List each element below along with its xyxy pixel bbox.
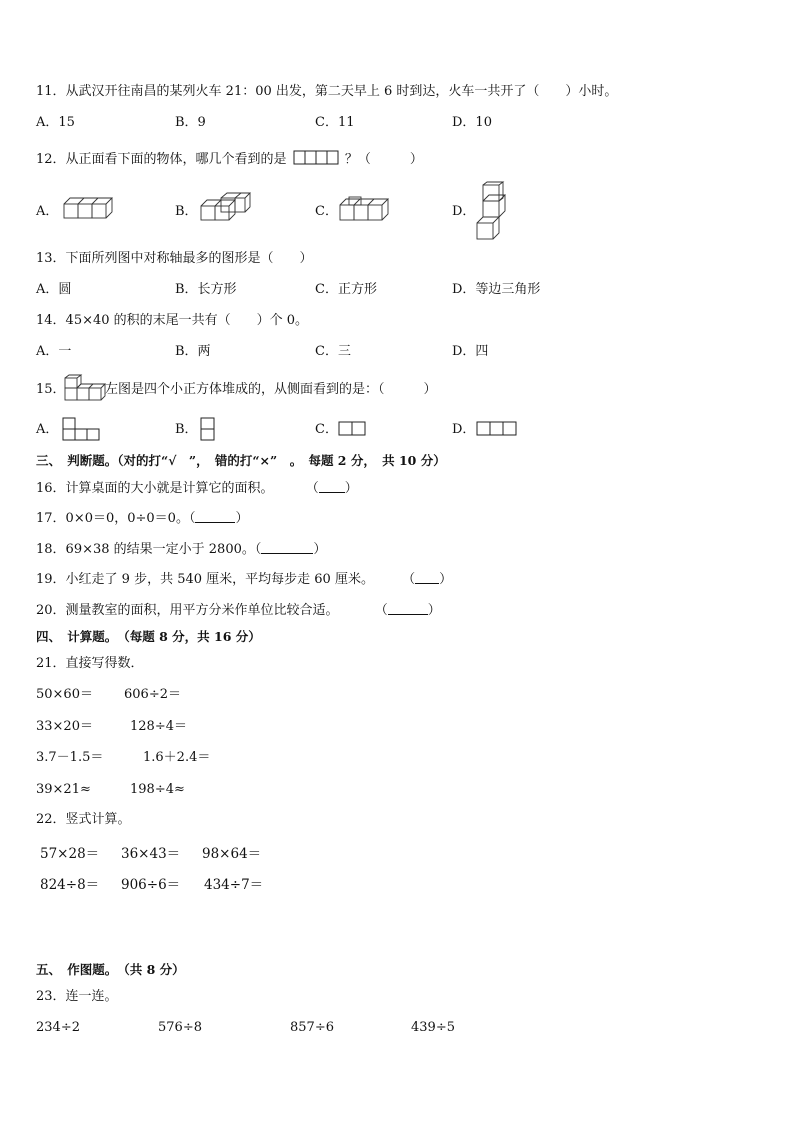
- calc-21-2b: 128÷4＝: [130, 719, 187, 734]
- paren-open: （: [254, 542, 262, 557]
- q13-option-b[interactable]: B．长方形: [175, 282, 237, 297]
- calc-21-2a: 33×20＝: [36, 719, 93, 734]
- judge-17-text: 17．0×0＝0，0÷0＝0。: [36, 511, 189, 526]
- question-23-stem: 23．连一连。: [36, 989, 118, 1004]
- calc-22-2c: 434÷7＝: [204, 877, 264, 893]
- judge-17-answer[interactable]: [189, 511, 249, 526]
- judge-item-17: [36, 510, 249, 528]
- connect-item-2[interactable]: 576÷8: [158, 1020, 202, 1035]
- connect-item-3[interactable]: 857÷6: [290, 1020, 334, 1035]
- q12-option-b[interactable]: B．: [175, 204, 198, 219]
- q15-option-a[interactable]: A．: [36, 422, 59, 437]
- q11-option-b[interactable]: B．9: [175, 115, 206, 130]
- q12-option-d[interactable]: D．: [452, 204, 476, 219]
- calc-21-4a: 39×21≈: [36, 782, 91, 797]
- calc-21-4b: 198÷4≈: [130, 782, 185, 797]
- judge-16-answer[interactable]: [306, 481, 358, 496]
- judge-18-answer[interactable]: [255, 542, 327, 557]
- connect-item-4[interactable]: 439÷5: [411, 1020, 455, 1035]
- view-shape-d-icon: [476, 421, 518, 437]
- paren-open: （: [305, 481, 319, 496]
- q11-option-d[interactable]: D．10: [452, 115, 492, 130]
- judge-item-20: [36, 602, 441, 620]
- q11-option-c[interactable]: C．11: [315, 115, 355, 130]
- paren-close: ）: [313, 542, 327, 557]
- q14-option-b[interactable]: B．两: [175, 344, 211, 359]
- view-shape-b-icon: [200, 416, 216, 442]
- judge-item-18: [36, 541, 326, 559]
- cube-stack-c-figure: [339, 196, 389, 224]
- paren-close: ）: [344, 481, 358, 496]
- judge-20-text: 20．测量教室的面积，用平方分米作单位比较合适。: [36, 603, 339, 618]
- q13-option-d[interactable]: D．等边三角形: [452, 282, 541, 297]
- view-shape-a-icon: [62, 416, 100, 442]
- judge-item-16: [36, 480, 358, 498]
- q14-option-a[interactable]: A．一: [36, 344, 72, 359]
- judge-item-19: [36, 571, 452, 589]
- q11-option-a[interactable]: A．15: [36, 115, 75, 130]
- section-4-heading: 四、 计算题。 （每题 8 分，共 16 分）: [36, 629, 261, 644]
- answer-blank[interactable]: [195, 510, 235, 523]
- question-15-stem: 左图是四个小正方体堆成的，从侧面看到的是：（ ）: [105, 382, 437, 397]
- q13-option-a[interactable]: A．圆: [36, 282, 72, 297]
- four-squares-row-figure: [293, 150, 339, 166]
- answer-blank[interactable]: [388, 602, 428, 615]
- q15-option-c[interactable]: C．: [315, 422, 338, 437]
- question-22-stem: 22．竖式计算。: [36, 812, 131, 827]
- judge-19-text: 19．小红走了 9 步，共 540 厘米，平均每步走 60 厘米。: [36, 572, 374, 587]
- section-5-heading: 五、 作图题。 （共 8 分）: [36, 962, 185, 977]
- q12-option-a[interactable]: A．: [36, 204, 59, 219]
- calc-22-1b: 36×43＝: [121, 846, 181, 862]
- question-11-stem: 11．从武汉开往南昌的某列火车 21：00 出发，第二天早上 6 时到达，火车一共开了（ ）小时。: [36, 84, 618, 99]
- question-12-stem: [36, 150, 423, 169]
- calc-22-1a: 57×28＝: [40, 846, 100, 862]
- q14-option-c[interactable]: C．三: [315, 344, 351, 359]
- cube-stack-a-figure: [63, 196, 119, 222]
- judge-16-text: 16．计算桌面的大小就是计算它的面积。: [36, 481, 274, 496]
- cube-stack-b-figure: [200, 192, 252, 224]
- calc-22-2b: 906÷6＝: [121, 877, 181, 893]
- q15-option-d[interactable]: D．: [452, 422, 476, 437]
- q12-stem-before: 12．从正面看下面的物体，哪几个看到的是: [36, 152, 287, 167]
- judge-20-answer[interactable]: [375, 603, 441, 618]
- calc-21-3a: 3.7－1.5＝: [36, 750, 104, 765]
- view-shape-c-icon: [338, 421, 368, 437]
- answer-blank[interactable]: [261, 541, 313, 554]
- paren-open: （: [374, 603, 388, 618]
- question-15-number: 15．: [36, 382, 66, 397]
- calc-22-2a: 824÷8＝: [40, 877, 100, 893]
- q14-option-d[interactable]: D．四: [452, 344, 489, 359]
- calc-21-3b: 1.6＋2.4＝: [143, 750, 211, 765]
- judge-19-answer[interactable]: [402, 572, 452, 587]
- paren-close: ）: [439, 572, 453, 587]
- answer-blank[interactable]: [319, 480, 345, 493]
- answer-blank[interactable]: [415, 571, 439, 584]
- paren-open: （: [188, 511, 196, 526]
- paren-close: ）: [235, 511, 249, 526]
- paren-open: （: [402, 572, 416, 587]
- connect-item-1[interactable]: 234÷2: [36, 1020, 80, 1035]
- calc-21-1a: 50×60＝: [36, 687, 93, 702]
- question-14-stem: 14．45×40 的积的末尾一共有（ ）个 0。: [36, 313, 309, 328]
- question-13-stem: 13．下面所列图中对称轴最多的图形是（ ）: [36, 251, 313, 266]
- question-21-stem: 21．直接写得数．: [36, 656, 144, 671]
- calc-21-1b: 606÷2＝: [124, 687, 181, 702]
- four-cubes-stack-figure: [64, 374, 106, 402]
- q15-option-b[interactable]: B．: [175, 422, 198, 437]
- section-3-heading: 三、 判断题。（对的打“√ ”， 错的打“×” 。 每题 2 分， 共 10 分）: [36, 453, 446, 468]
- judge-18-text: 18．69×38 的结果一定小于 2800。: [36, 542, 255, 557]
- cube-tower-d-figure: [476, 181, 506, 241]
- calc-22-1c: 98×64＝: [202, 846, 262, 862]
- q13-option-c[interactable]: C．正方形: [315, 282, 377, 297]
- q12-stem-after: ？（ ）: [344, 152, 423, 167]
- paren-close: ）: [427, 603, 441, 618]
- q12-option-c[interactable]: C．: [315, 204, 338, 219]
